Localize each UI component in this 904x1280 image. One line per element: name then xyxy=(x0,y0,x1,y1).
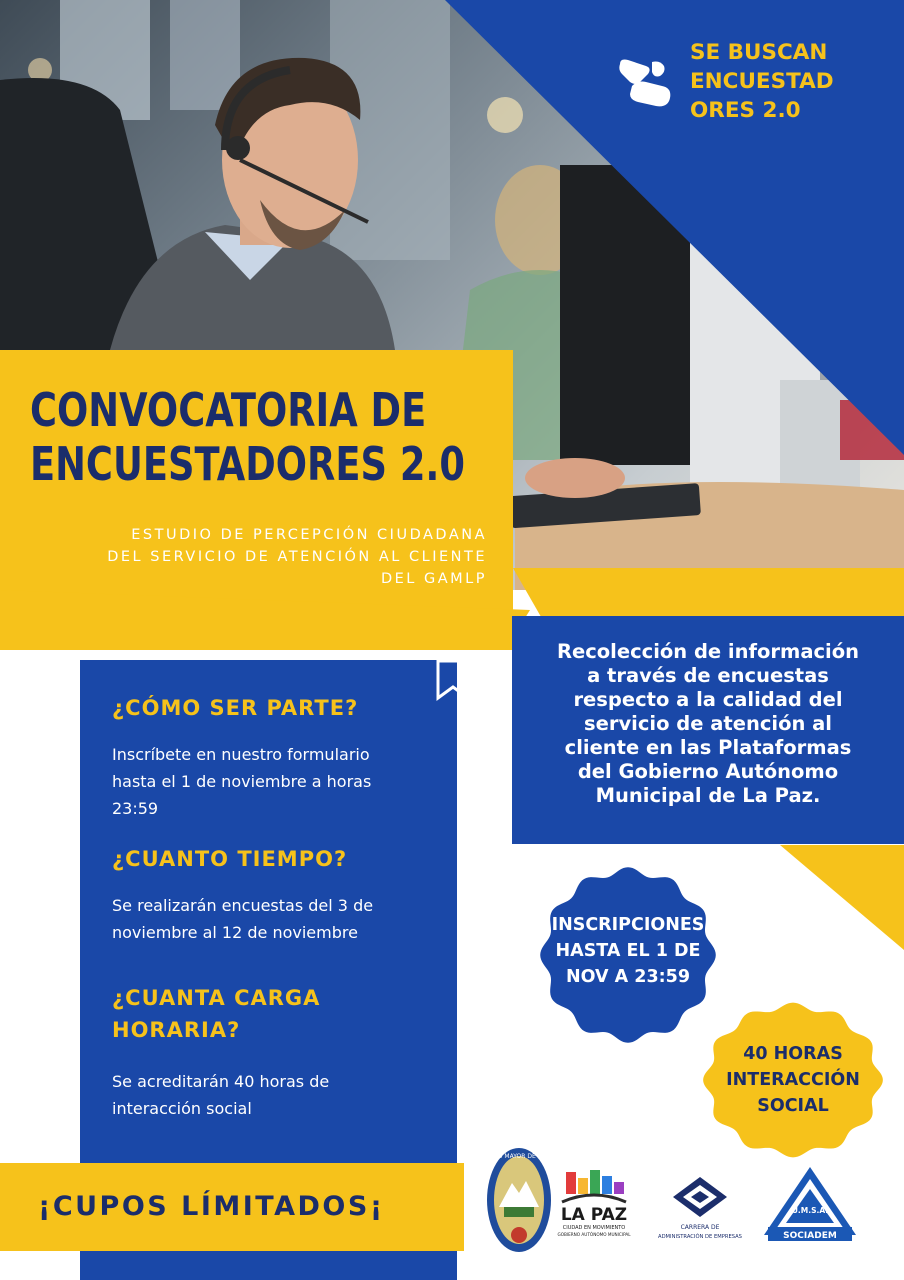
title-line: ENCUESTADORES 2.0 xyxy=(30,437,466,491)
description-line: respecto a la calidad del xyxy=(573,688,843,711)
tagline xyxy=(690,38,834,125)
subtitle xyxy=(17,524,487,590)
description-line: del Gobierno Autónomo xyxy=(577,760,839,783)
description-line: servicio de atención al xyxy=(584,712,832,735)
page-title xyxy=(30,383,465,491)
question-body xyxy=(112,892,442,946)
question-body xyxy=(112,741,442,822)
subtitle-line: ESTUDIO DE PERCEPCIÓN CIUDADANA xyxy=(131,527,487,543)
badge-line: INTERACCIÓN xyxy=(726,1070,860,1090)
lapaz-logo xyxy=(558,1168,630,1240)
description-line: cliente en las Plataformas xyxy=(564,736,852,759)
carrera-logo xyxy=(655,1175,745,1243)
badge-line: HASTA EL 1 DE xyxy=(555,941,701,961)
subtitle-line: DEL GAMLP xyxy=(380,571,487,587)
heading-line: ¿CUANTA CARGA xyxy=(112,986,321,1010)
brand-logo-icon xyxy=(618,56,674,110)
lapaz-name: LA PAZ xyxy=(560,1205,628,1225)
sociadem-logo xyxy=(762,1165,858,1243)
sociadem-top: U.M.S.A. xyxy=(791,1206,829,1215)
body-line: Se acreditarán 40 horas de xyxy=(112,1072,330,1091)
badge-line: NOV A 23:59 xyxy=(565,967,691,987)
heading-line: HORARIA? xyxy=(112,1018,241,1042)
lapaz-line2: GOBIERNO AUTÓNOMO MUNICIPAL xyxy=(557,1232,631,1237)
tagline-line: SE BUSCAN xyxy=(690,40,828,65)
body-line: 23:59 xyxy=(112,799,159,818)
tagline-line: ENCUESTAD xyxy=(690,69,834,94)
body-line: Inscríbete en nuestro formulario xyxy=(112,745,370,764)
description xyxy=(512,640,904,808)
right-yellow-triangle xyxy=(780,845,904,950)
question-heading: ¿CÓMO SER PARTE? xyxy=(112,696,359,720)
carrera-line1: CARRERA DE xyxy=(680,1224,720,1231)
question-como xyxy=(112,692,442,822)
description-line: Municipal de La Paz. xyxy=(595,784,821,807)
subtitle-line: DEL SERVICIO DE ATENCIÓN AL CLIENTE xyxy=(107,549,487,565)
description-line: a través de encuestas xyxy=(587,664,829,687)
umsa-seal-text: UNIVERSIDAD MAYOR DE SAN ANDRÉS xyxy=(460,1153,578,1160)
body-line: hasta el 1 de noviembre a horas xyxy=(112,772,372,791)
inscripciones-badge xyxy=(533,912,723,990)
question-body xyxy=(112,1068,442,1122)
carrera-line2: ADMINISTRACIÓN DE EMPRESAS xyxy=(658,1234,742,1240)
body-line: noviembre al 12 de noviembre xyxy=(112,923,358,942)
body-line: interacción social xyxy=(112,1099,252,1118)
question-heading xyxy=(112,982,442,1046)
question-heading: ¿CUANTO TIEMPO? xyxy=(112,847,348,871)
lapaz-line1: CIUDAD EN MOVIMIENTO xyxy=(562,1225,626,1231)
description-line: Recolección de información xyxy=(556,640,859,663)
badge-line: INSCRIPCIONES xyxy=(551,915,705,935)
horas-badge xyxy=(698,1041,888,1119)
body-line: Se realizarán encuestas del 3 de xyxy=(112,896,374,915)
sociadem-name: SOCIADEM xyxy=(783,1231,837,1241)
title-line: CONVOCATORIA DE xyxy=(30,383,427,437)
tagline-line: ORES 2.0 xyxy=(690,98,801,123)
badge-line: 40 HORAS xyxy=(743,1044,843,1064)
umsa-seal-logo xyxy=(460,1145,578,1255)
top-blue-triangle xyxy=(445,0,904,455)
cupos-label: ¡CUPOS LÍMITADOS¡ xyxy=(38,1191,385,1222)
question-carga xyxy=(112,982,442,1122)
badge-line: SOCIAL xyxy=(757,1096,829,1116)
question-tiempo xyxy=(112,843,442,946)
